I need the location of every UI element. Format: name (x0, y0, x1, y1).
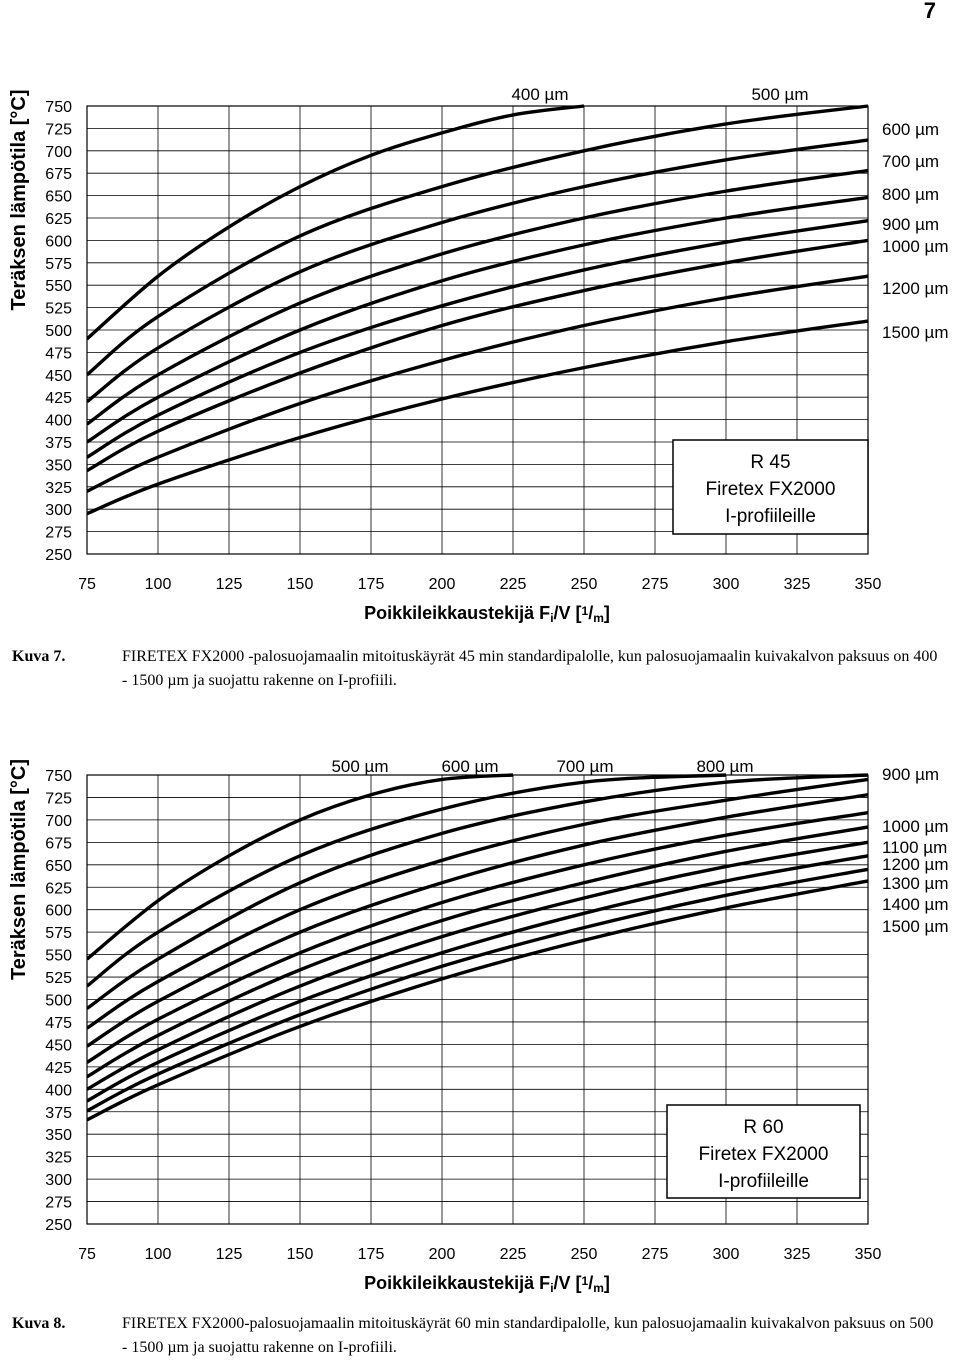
y-tick-label: 575 (45, 255, 72, 273)
y-tick-label: 625 (45, 211, 72, 228)
y-tick-label: 550 (45, 278, 72, 296)
y-tick-label: 300 (45, 1172, 72, 1190)
y-tick-label: 425 (45, 1059, 72, 1077)
caption-figure-8 (12, 1312, 942, 1360)
series-label: 700 µm (882, 152, 940, 171)
y-tick-label: 650 (45, 188, 72, 206)
info-box-line: I-profiileille (718, 1171, 809, 1192)
caption-figure-7 (12, 645, 942, 693)
x-tick-label: 150 (286, 576, 314, 593)
series-label: 900 µm (882, 215, 940, 234)
y-tick-label: 475 (45, 345, 72, 363)
series-label: 400 µm (511, 85, 569, 104)
y-tick-label: 350 (45, 1127, 72, 1145)
x-tick-label: 350 (854, 1246, 882, 1263)
y-tick-label: 650 (45, 857, 72, 875)
x-tick-label: 200 (428, 576, 456, 593)
info-box-line: Firetex FX2000 (698, 1144, 829, 1165)
y-tick-label: 550 (45, 947, 72, 965)
y-tick-label: 525 (45, 970, 72, 988)
series-label: 1500 µm (882, 917, 949, 936)
series-label: 1300 µm (882, 874, 949, 893)
y-tick-label: 475 (45, 1014, 72, 1032)
x-tick-label: 325 (783, 576, 811, 593)
series-label: 1400 µm (882, 895, 949, 914)
y-tick-label: 750 (45, 99, 72, 116)
y-tick-label: 450 (45, 367, 72, 385)
chart-r45 (0, 0, 960, 640)
y-tick-label: 350 (45, 457, 72, 475)
y-tick-label: 525 (45, 300, 72, 318)
x-tick-label: 150 (286, 1246, 314, 1263)
x-tick-label: 250 (570, 576, 598, 593)
x-tick-label: 175 (357, 576, 385, 593)
y-tick-label: 500 (45, 992, 72, 1010)
y-tick-label: 700 (45, 812, 72, 830)
chart-r60 (0, 740, 960, 1300)
series-group (87, 775, 868, 1120)
series-label: 800 µm (696, 757, 754, 776)
y-tick-label: 275 (45, 524, 72, 542)
x-tick-label: 75 (78, 576, 96, 593)
x-tick-label: 75 (78, 1246, 96, 1263)
series-label: 1500 µm (882, 323, 949, 342)
y-tick-label: 325 (45, 479, 72, 497)
x-tick-label: 275 (641, 576, 669, 593)
series-label: 1000 µm (882, 817, 949, 836)
y-tick-label: 600 (45, 233, 72, 251)
y-tick-label: 275 (45, 1194, 72, 1212)
series-line-1000m (87, 240, 868, 470)
x-tick-label: 300 (712, 576, 740, 593)
series-line-1500m (87, 881, 868, 1120)
x-axis-title: Poikkileikkaustekijä Fi/V [1/m] (364, 603, 610, 625)
series-label: 600 µm (882, 120, 940, 139)
y-tick-label: 575 (45, 925, 72, 943)
y-tick-label: 750 (45, 768, 72, 785)
y-tick-label: 375 (45, 1104, 72, 1122)
y-tick-label: 725 (45, 790, 72, 808)
caption-text: FIRETEX FX2000-palosuojamaalin mitoituskäyrät 60 min standardipalolle, kun palosuojamaalin kuivakalvon paksuus on 500 - 1500 µm ja suojattu rakenne on I-profiili. (122, 1315, 934, 1356)
series-label: 500 µm (331, 757, 389, 776)
y-tick-label: 625 (45, 880, 72, 898)
caption-text: FIRETEX FX2000 -palosuojamaalin mitoituskäyrät 45 min standardipalolle, kun palosuojamaalin kuivakalvon paksuus on 400 - 1500 µm ja suojattu rakenne on I-profiili. (122, 648, 938, 689)
series-label: 800 µm (882, 185, 940, 204)
caption-label: Kuva 8. (12, 1315, 66, 1332)
info-box-line: R 60 (743, 1117, 784, 1138)
x-axis-title: Poikkileikkaustekijä Fi/V [1/m] (364, 1273, 610, 1295)
x-tick-label: 350 (854, 576, 882, 593)
y-tick-label: 375 (45, 435, 72, 452)
y-tick-label: 450 (45, 1037, 72, 1055)
y-tick-label: 250 (45, 547, 72, 564)
x-tick-label: 125 (215, 576, 243, 593)
y-axis-title: Teräksen lämpötila [°C] (8, 758, 30, 981)
series-label: 1200 µm (882, 279, 949, 298)
y-tick-label: 600 (45, 902, 72, 920)
x-tick-label: 225 (499, 1246, 527, 1263)
series-label: 1200 µm (882, 855, 949, 874)
x-tick-label: 200 (428, 1246, 456, 1263)
x-tick-label: 100 (144, 1246, 172, 1263)
y-tick-label: 725 (45, 121, 72, 139)
y-tick-label: 250 (45, 1217, 72, 1234)
y-tick-label: 425 (45, 390, 72, 408)
y-tick-label: 675 (45, 835, 72, 853)
y-tick-label: 700 (45, 143, 72, 161)
x-tick-label: 275 (641, 1246, 669, 1263)
info-box-line: R 45 (750, 452, 791, 473)
x-tick-label: 250 (570, 1246, 598, 1263)
y-tick-label: 325 (45, 1149, 72, 1167)
x-tick-label: 225 (499, 576, 527, 593)
info-box-line: Firetex FX2000 (705, 479, 836, 500)
series-label: 500 µm (751, 85, 809, 104)
y-tick-label: 500 (45, 323, 72, 340)
x-tick-label: 175 (357, 1246, 385, 1263)
series-label: 900 µm (882, 765, 940, 784)
y-tick-label: 675 (45, 166, 72, 184)
caption-label: Kuva 7. (12, 648, 66, 665)
series-label: 700 µm (556, 757, 614, 776)
x-tick-label: 100 (144, 576, 172, 593)
page-number: 7 (923, 0, 936, 23)
x-tick-label: 300 (712, 1246, 740, 1263)
y-tick-label: 400 (45, 412, 72, 430)
series-label: 600 µm (441, 757, 499, 776)
y-tick-label: 400 (45, 1082, 72, 1100)
y-axis-title: Teräksen lämpötila [°C] (8, 89, 30, 311)
x-tick-label: 125 (215, 1246, 243, 1263)
x-tick-label: 325 (783, 1246, 811, 1263)
info-box-line: I-profiileille (725, 506, 816, 527)
series-label: 1000 µm (882, 237, 949, 256)
y-tick-label: 300 (45, 502, 72, 520)
series-label: 1100 µm (882, 838, 948, 857)
